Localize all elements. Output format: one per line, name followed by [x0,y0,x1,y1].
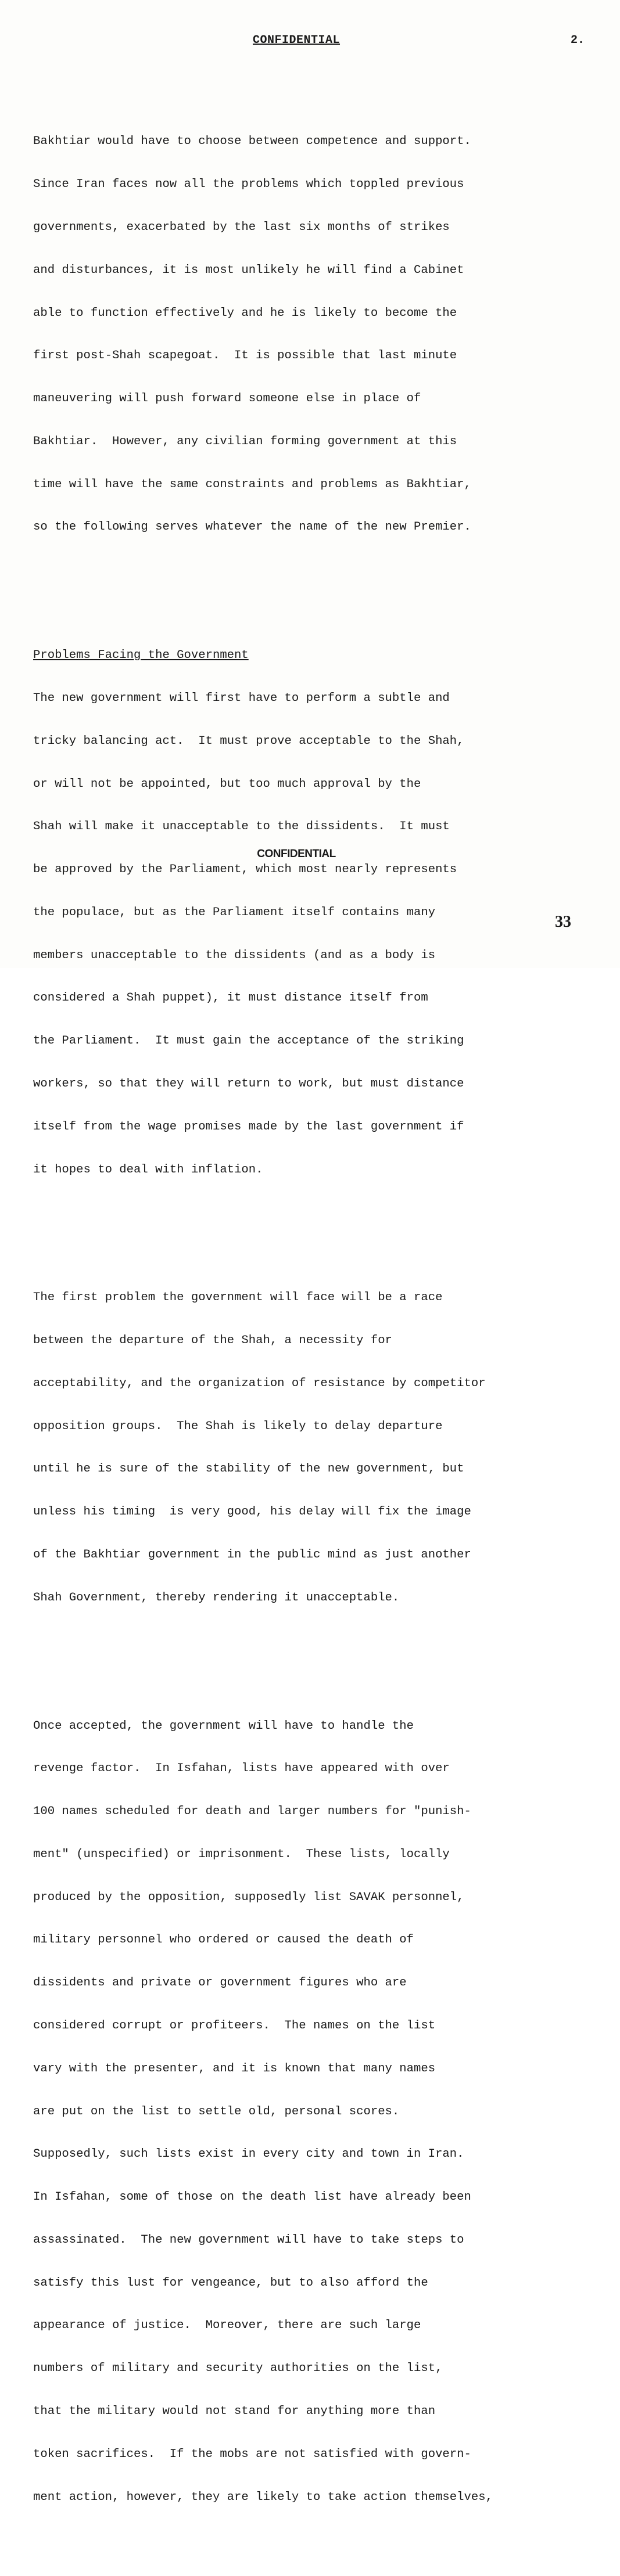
text-line: between the departure of the Shah, a necessity for [33,1334,392,1348]
paragraph-revenge-factor [33,1690,608,2533]
text-line: time will have the same constraints and problems as Bakhtiar, [33,477,471,491]
header-classification-marking: CONFIDENTIAL [252,34,341,47]
text-line: opposition groups. The Shah is likely to delay departure [33,1419,443,1433]
text-line: the populace, but as the Parliament itself contains many [33,905,436,919]
text-line: tricky balancing act. It must prove acceptable to the Shah, [33,734,464,748]
text-line: ment" (unspecified) or imprisonment. These lists, locally [33,1847,450,1861]
paragraph-bakhtiar-choice [33,106,608,563]
text-line: 100 names scheduled for death and larger numbers for "punish- [33,1805,471,1819]
text-line: appearance of justice. Moreover, there are such large [33,2319,421,2333]
text-line: The first problem the government will face will be a race [33,1291,443,1305]
text-line: Bakhtiar would have to choose between competence and support. [33,135,471,149]
text-line: unless his timing is very good, his delay will fix the image [33,1505,471,1519]
text-line: vary with the presenter, and it is known that many names [33,2061,436,2075]
paragraph-problems-facing [33,620,608,1206]
text-line: dissidents and private or government figures who are [33,1976,407,1990]
text-line: satisfy this lust for vengeance, but to also afford the [33,2276,428,2290]
text-line: itself from the wage promises made by the last government if [33,1120,464,1134]
text-line: are put on the list to settle old, personal scores. [33,2104,400,2118]
text-line: token sacrifices. If the mobs are not satisfied with govern- [33,2447,471,2461]
text-line: of the Bakhtiar government in the public mind as just another [33,1548,471,1562]
text-line: maneuvering will push forward someone else in place of [33,392,421,406]
text-line: it hopes to deal with inflation. [33,1163,263,1177]
text-line: members unacceptable to the dissidents (and as a body is [33,948,436,962]
text-line: or will not be appointed, but too much approval by the [33,777,421,791]
text-line: Once accepted, the government will have to handle the [33,1719,414,1733]
text-line: and disturbances, it is most unlikely he will find a Cabinet [33,263,464,277]
document-body [33,78,608,2576]
text-line: The new government will first have to perform a subtle and [33,691,450,705]
text-line: that the military would not stand for anything more than [33,2405,436,2418]
text-line: be approved by the Parliament, which most nearly represents [33,863,457,877]
text-line: so the following serves whatever the name of the new Premier. [33,520,471,534]
text-line: revenge factor. In Isfahan, lists have appeared with over [33,1762,450,1776]
text-line: Supposedly, such lists exist in every city and town in Iran. [33,2147,464,2161]
text-line: Shah Government, thereby rendering it unacceptable. [33,1591,400,1604]
text-line: until he is sure of the stability of the new government, but [33,1462,464,1476]
footer-classification-marking: CONFIDENTIAL [257,848,336,860]
text-line: produced by the opposition, supposedly list SAVAK personnel, [33,1890,464,1904]
text-line: governments, exacerbated by the last six months of strikes [33,220,450,234]
text-line: assassinated. The new government will have to take steps to [33,2233,464,2247]
text-line: military personnel who ordered or caused the death of [33,1933,414,1947]
text-line: considered corrupt or profiteers. The names on the list [33,2019,436,2032]
text-line: considered a Shah puppet), it must distance itself from [33,991,428,1005]
text-line: Since Iran faces now all the problems which toppled previous [33,178,464,192]
text-line: workers, so that they will return to work, but must distance [33,1077,464,1091]
text-line: numbers of military and security authorities on the list, [33,2362,443,2376]
page-number: 2. [571,34,585,47]
text-line: Bakhtiar. However, any civilian forming government at this [33,434,457,448]
paragraph-first-problem [33,1262,608,1634]
section-heading: Problems Facing the Government [33,649,249,663]
text-line: first post-Shah scapegoat. It is possible that last minute [33,349,457,363]
text-line: ment action, however, they are likely to take action themselves, [33,2490,493,2504]
text-line: Shah will make it unacceptable to the dissidents. It must [33,820,450,834]
text-line: able to function effectively and he is likely to become the [33,306,457,320]
text-line: acceptability, and the organization of resistance by competitor [33,1376,486,1390]
text-line: the Parliament. It must gain the acceptance of the striking [33,1034,464,1048]
text-line: In Isfahan, some of those on the death list have already been [33,2190,471,2204]
folio-number: 33 [555,913,571,931]
